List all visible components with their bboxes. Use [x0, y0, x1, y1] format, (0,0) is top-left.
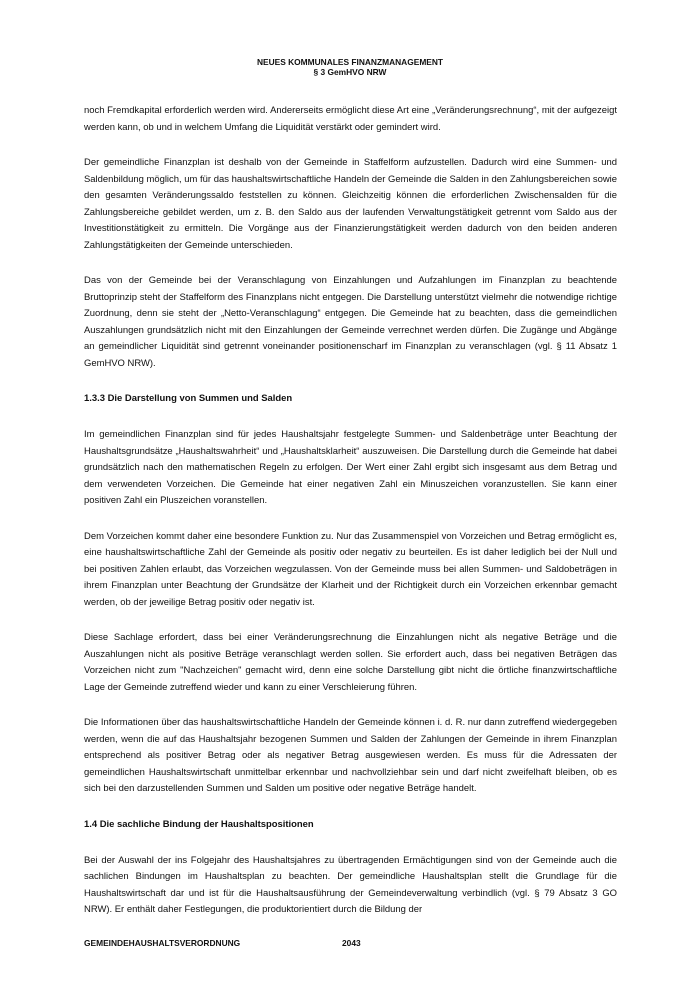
paragraph: Der gemeindliche Finanzplan ist deshalb von der Gemeinde in Staffelform aufzustellen. Dadurch wird eine Summen- und Saldenbildung möglich, um für das haushaltswirtschaftliche Handeln der Gemeinde die Salden in den Zahlungsbereichen sowie den gesamten Veränderungssaldo feststellen zu können. Gleichzeitig können die erforderlichen Zwischensalden für die Zahlungsbereiche gebildet werden, um z. B. den Saldo aus der laufenden Verwaltungstätigkeit getrennt vom Saldo aus der Investitionstätigkeit zu ermitteln. Die Vorgänge aus der Finanzierungstätigkeit werden dadurch von den beiden anderen Zahlungstätigkeiten der Gemeinde unterschieden.: [84, 157, 617, 251]
paragraph: Dem Vorzeichen kommt daher eine besondere Funktion zu. Nur das Zusammenspiel von Vorzeichen und Betrag ermöglicht es, eine haushaltswirtschaftliche Zahl der Gemeinde als positiv oder negativ zu beurteilen. Es ist daher lediglich bei der Null und bei positiven Zahlen erlaubt, das Vorzeichen wegzulassen. Von der Gemeinde muss bei allen Summen- und Saldobeträgen in ihrem Finanzplan unter Beachtung der Grundsätze der Klarheit und der Richtigkeit durch ein Vorzeichen erkennbar gemacht werden, ob der jeweilige Betrag positiv oder negativ ist.: [84, 530, 617, 608]
paragraph: noch Fremdkapital erforderlich werden wird. Andererseits ermöglicht diese Art eine „Veränderungsrechnung“, mit der aufgezeigt werden kann, ob und in welchem Umfang die Liquidität verstärkt oder gemindert wird.: [84, 105, 617, 133]
header-title: NEUES KOMMUNALES FINANZMANAGEMENT: [256, 57, 444, 67]
paragraph: Das von der Gemeinde bei der Veranschlagung von Einzahlungen und Aufzahlungen im Finanzplan zu beachtende Bruttoprinzip steht der Staffelform des Finanzplans nicht entgegen. Die Darstellung unterstützt vielmehr die notwendige richtige Zuordnung, denn sie steht der „Netto-Veranschlagung“ entgegen. Die Gemeinde hat zu beachten, dass die gemeindlichen Auszahlungen grundsätzlich nicht mit den Einzahlungen der Gemeinde verrechnet werden dürfen. Die Zugänge und Abgänge an gemeindlicher Liquidität sind getrennt voneinander positionenscharf im Finanzplan zu veranschlagen (vgl. § 11 Absatz 1 GemHVO NRW).: [84, 275, 617, 369]
paragraph: Bei der Auswahl der ins Folgejahr des Haushaltsjahres zu übertragenden Ermächtigungen sind von der Gemeinde auch die sachlichen Bindungen im Haushaltsplan zu beachten. Der gemeindliche Haushaltsplan stellt die Grundlage für die Haushaltswirtschaft dar und ist für die Haushaltsausführung der Gemeindeverwaltung verbindlich (vgl. § 79 Absatz 3 GO NRW). Er enthält daher Festlegungen, die produktorientiert durch die Bildung der: [84, 854, 617, 915]
paragraph: Die Informationen über das haushaltswirtschaftliche Handeln der Gemeinde können i. d. R. nur dann zutreffend wiedergegeben werden, wenn die auf das Haushaltsjahr bezogenen Summen und Salden der Zahlungen der Gemeinde in ihrem Finanzplan entsprechend als positiver Betrag oder als negativer Betrag ausgewiesen werden. Es muss für die Adressaten der gemeindlichen Haushaltswirtschaft unmittelbar erkennbar und nachvollziehbar sein und darf nicht zweifelhaft bleiben, ob es sich bei den darzustellenden Summen und Salden um positive oder negative Beträge handelt.: [84, 717, 617, 794]
header-section: § 3 GemHVO NRW: [313, 67, 387, 77]
paragraph: Im gemeindlichen Finanzplan sind für jedes Haushaltsjahr festgelegte Summen- und Saldenbeträge unter Beachtung der Haushaltsgrundsätze „Haushaltswahrheit“ und „Haushaltsklarheit“ auszuweisen. Die Darstellung durch die Gemeinde hat dabei grundsätzlich nach den mathematischen Regeln zu erfolgen. Der Wert einer Zahl ergibt sich insgesamt aus dem Betrag und dem verwendeten Vorzeichen. Die Gemeinde hat einer negativen Zahl ein Minuszeichen voranzustellen. Sie kann einer positiven Zahl ein Pluszeichen voranstellen.: [84, 429, 617, 506]
footer-title: GEMEINDEHAUSHALTSVERORDNUNG: [84, 938, 241, 948]
section-heading: 1.4 Die sachliche Bindung der Haushaltspositionen: [84, 818, 314, 830]
paragraph: Diese Sachlage erfordert, dass bei einer Veränderungsrechnung die Einzahlungen nicht als negative Beträge und die Auszahlungen nicht als positive Beträge veranschlagt werden sollen. Sie erfordert auch, dass bei negativen Beträgen das Vorzeichen nicht zum "Nachzeichen" gemacht wird, denn eine solche Darstellung gibt nicht die örtliche finanzwirtschaftliche Lage der Gemeinde zutreffend wieder und kann zu einer Verschleierung führen.: [84, 632, 617, 693]
running-footer: [84, 938, 617, 948]
section-heading: 1.3.3 Die Darstellung von Summen und Salden: [84, 393, 293, 404]
document-body: [84, 103, 617, 938]
running-header: [0, 57, 700, 77]
page-number: 2043: [342, 938, 361, 948]
